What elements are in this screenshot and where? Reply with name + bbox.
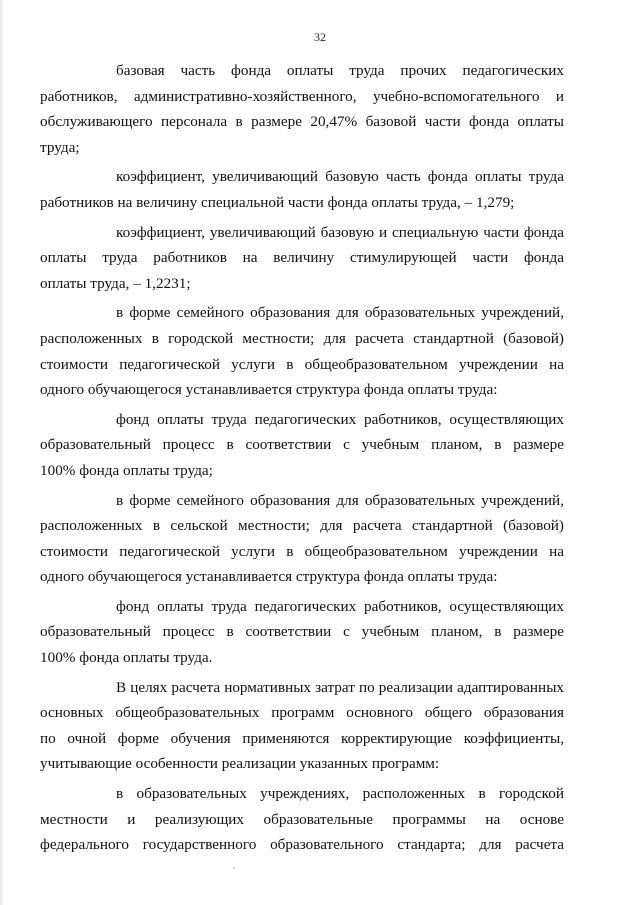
- text-line: одного обучающегося устанавливается структура фонда оплаты труда:: [40, 568, 498, 586]
- text-line: работников на величину специальной части фонда оплаты труда, – 1,279;: [40, 193, 515, 211]
- text-line: коэффициент, увеличивающий базовую часть фонда оплаты труда: [116, 168, 564, 186]
- text-line: расположенных в сельской местности; для расчета стандартной (базовой): [40, 517, 564, 535]
- paragraph-coefficient-stimulating-part: [40, 220, 564, 297]
- text-line: фонд оплаты труда педагогических работников, осуществляющих: [116, 597, 564, 615]
- text-line: фонд оплаты труда педагогических работников, осуществляющих: [116, 410, 564, 428]
- text-line: 100% фонда оплаты труда;: [40, 461, 213, 479]
- text-line: учитывающие особенности реализации указанных программ:: [40, 755, 440, 773]
- text-line: труда;: [40, 138, 80, 156]
- text-line: коэффициент, увеличивающий базовую и специальную части фонда: [116, 223, 564, 241]
- text-line: основных общеобразовательных программ основного общего образования: [40, 704, 564, 722]
- paragraph-adapted-programs: [40, 675, 564, 777]
- text-line: стоимости педагогической услуги в общеобразовательном учреждении на: [40, 542, 564, 560]
- paragraph-basic-part-other-staff: [40, 58, 564, 160]
- text-line: образовательный процесс в соответствии с учебным планом, в размере: [40, 623, 564, 641]
- paragraph-pedagogical-fund-rural: [40, 594, 564, 671]
- paragraph-urban-institutions: [40, 781, 564, 858]
- paragraph-pedagogical-fund-urban: [40, 407, 564, 484]
- text-line: обслуживающего персонала в размере 20,47% базовой части фонда оплаты: [40, 113, 564, 131]
- text-line: расположенных в городской местности; для расчета стандартной (базовой): [40, 329, 564, 347]
- text-line: 100% фонда оплаты труда.: [40, 649, 213, 667]
- text-line: В целях расчета нормативных затрат по реализации адаптированных: [116, 678, 564, 696]
- document-body: [40, 58, 564, 858]
- text-line: федерального государственного образовательного стандарта; для расчета: [40, 836, 564, 854]
- text-line: по очной форме обучения применяются корректирующие коэффициенты,: [40, 729, 564, 747]
- text-line: оплаты труда работников на величину стимулирующей части фонда: [40, 249, 564, 267]
- text-line: работников, административно-хозяйственного, учебно-вспомогательного и: [40, 87, 564, 105]
- paragraph-family-education-urban: [40, 300, 564, 402]
- text-line: местности и реализующих образовательные программы на основе: [40, 810, 564, 828]
- text-line: одного обучающегося устанавливается структура фонда оплаты труда:: [40, 381, 498, 399]
- paragraph-coefficient-special-part: [40, 164, 564, 215]
- page-number: 32: [314, 30, 326, 44]
- text-line: в образовательных учреждениях, расположенных в городской: [116, 785, 564, 803]
- scan-edge-shadow: [0, 0, 4, 905]
- text-line: образовательный процесс в соответствии с учебным планом, в размере: [40, 436, 564, 454]
- text-line: базовая часть фонда оплаты труда прочих педагогических: [116, 62, 564, 79]
- text-line: оплаты труда, – 1,2231;: [40, 274, 191, 292]
- paragraph-family-education-rural: [40, 488, 564, 590]
- scan-speck: [233, 867, 235, 869]
- text-line: в форме семейного образования для образовательных учреждений,: [116, 304, 564, 322]
- text-line: в форме семейного образования для образовательных учреждений,: [116, 491, 564, 509]
- text-line: стоимости педагогической услуги в общеобразовательном учреждении на: [40, 355, 564, 373]
